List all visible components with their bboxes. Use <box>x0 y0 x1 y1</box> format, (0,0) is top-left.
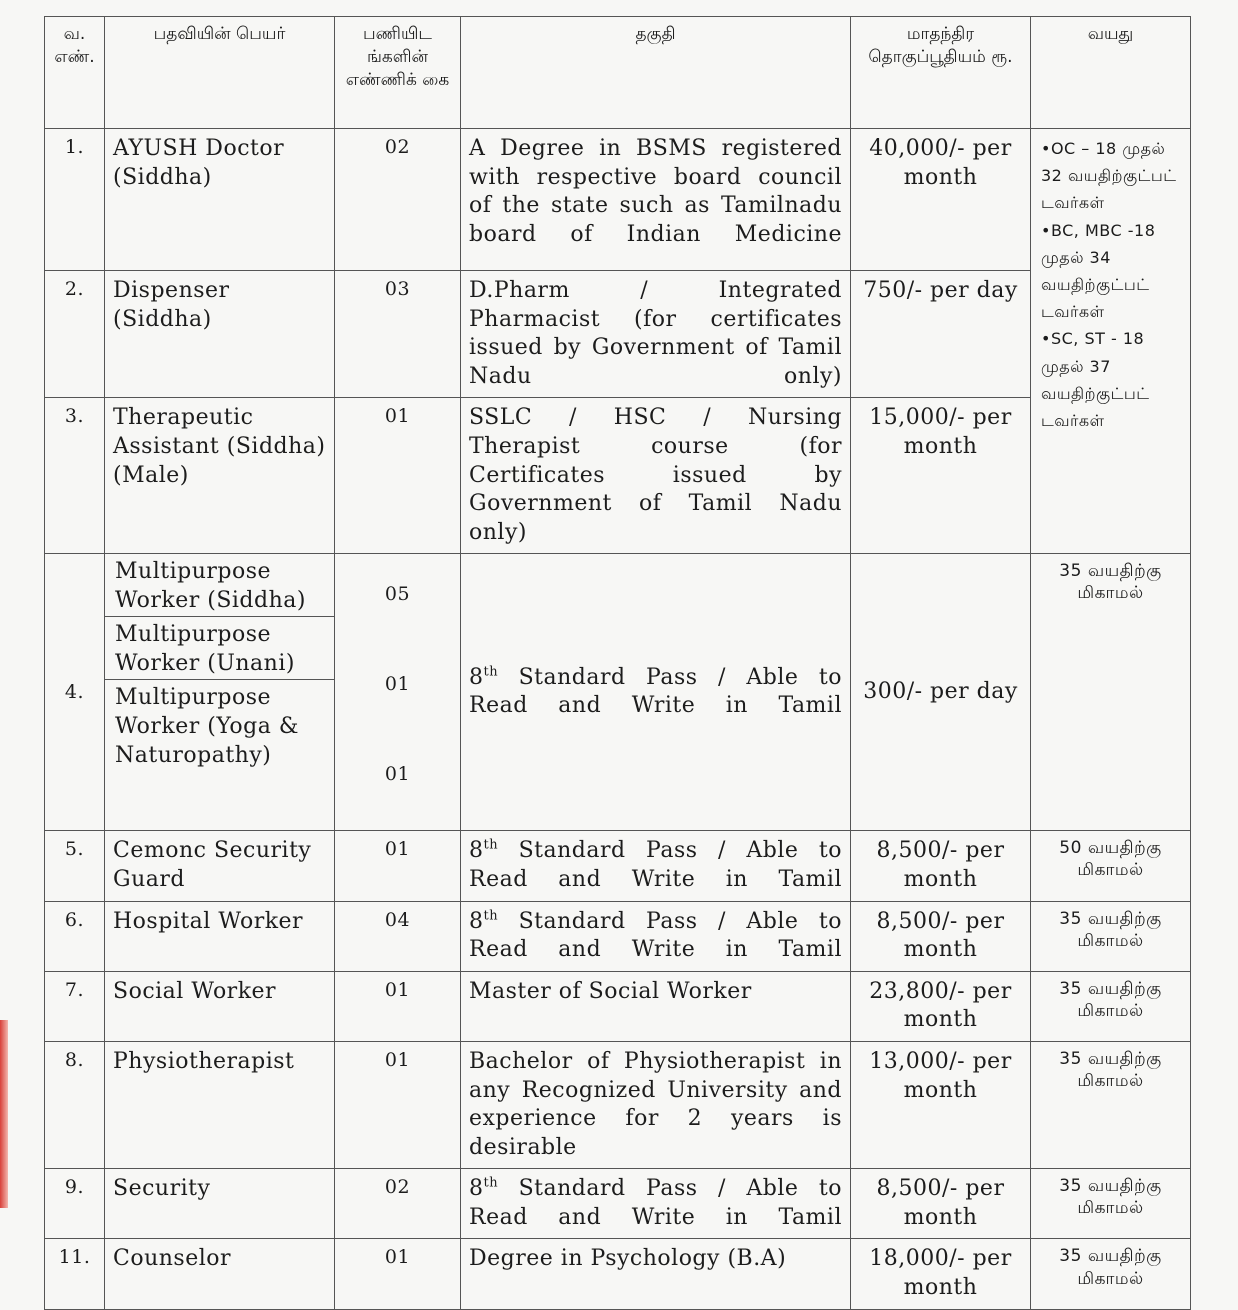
row-qualification <box>461 901 851 971</box>
multipurpose-posts <box>105 554 335 831</box>
row-serial: 1. <box>45 129 105 271</box>
row-post: Security <box>105 1169 335 1239</box>
row-salary: 40,000/- per month <box>851 129 1031 271</box>
header-age: வயது <box>1031 17 1191 129</box>
qualification-text: Standard Pass / Able to Read and Write in Tamil <box>469 908 842 963</box>
row-count: 04 <box>335 901 461 971</box>
table-row <box>45 901 1191 971</box>
qualification-suffix: th <box>483 1175 499 1191</box>
row-serial: 11. <box>45 1239 105 1309</box>
row-serial: 7. <box>45 971 105 1041</box>
header-salary: மாதந்திர தொகுப்பூதியம் ரூ. <box>851 17 1031 129</box>
row-salary: 18,000/- per month <box>851 1239 1031 1309</box>
row-post: Hospital Worker <box>105 901 335 971</box>
row-count: 01 <box>335 1041 461 1168</box>
row-count: 03 <box>335 271 461 398</box>
row-post: Cemonc Security Guard <box>105 831 335 901</box>
row-salary: 750/- per day <box>851 271 1031 398</box>
table-row <box>45 129 1191 271</box>
header-vacancies: பணியிட ங்களின் எண்ணிக் கை <box>335 17 461 129</box>
row-serial: 3. <box>45 398 105 554</box>
header-post-name: பதவியின் பெயர் <box>105 17 335 129</box>
age-limit-bc-mbc: • BC, MBC -18 முதல் 34 வயதிற்குட்பட் டவர்கள் <box>1041 217 1182 326</box>
row-qualification: Master of Social Worker <box>461 971 851 1041</box>
age-limit-oc: • OC – 18 முதல் 32 வயதிற்குட்பட் டவர்கள் <box>1041 135 1182 217</box>
row-salary: 300/- per day <box>851 554 1031 831</box>
age-limit-sc-st: • SC, ST - 18 முதல் 37 வயதிற்குட்பட் டவர்கள் <box>1041 325 1182 434</box>
row-salary: 23,800/- per month <box>851 971 1031 1041</box>
row-count: 01 <box>335 398 461 554</box>
row-qualification: Degree in Psychology (B.A) <box>461 1239 851 1309</box>
table-row <box>45 554 1191 831</box>
header-row <box>45 17 1191 129</box>
row-serial: 8. <box>45 1041 105 1168</box>
row-age: 35 வயதிற்கு மிகாமல் <box>1031 554 1191 831</box>
row-count: 02 <box>335 1169 461 1239</box>
row-qualification: D.Pharm / Integrated Pharmacist (for certificates issued by Government of Tamil Nadu only) <box>461 271 851 398</box>
row-salary: 15,000/- per month <box>851 398 1031 554</box>
row-post: Counselor <box>105 1239 335 1309</box>
row-post: Therapeutic Assistant (Siddha) (Male) <box>105 398 335 554</box>
table-row <box>45 971 1191 1041</box>
row-serial: 5. <box>45 831 105 901</box>
row-age: 35 வயதிற்கு மிகாமல் <box>1031 1169 1191 1239</box>
row-post: AYUSH Doctor (Siddha) <box>105 129 335 271</box>
row-qualification <box>461 831 851 901</box>
row-count: 02 <box>335 129 461 271</box>
table-row <box>45 398 1191 554</box>
row-qualification: A Degree in BSMS registered with respective board council of the state such as Tamilnadu board of Indian Medicine <box>461 129 851 271</box>
row-count: 01 <box>335 971 461 1041</box>
row-age: 35 வயதிற்கு மிகாமல் <box>1031 1041 1191 1168</box>
table-row <box>45 271 1191 398</box>
sub-count: 01 <box>384 673 411 696</box>
qualification-number: 8 <box>469 838 484 864</box>
table-row <box>45 831 1191 901</box>
qualification-text: Standard Pass / Able to Read and Write in Tamil <box>469 664 842 719</box>
row-salary: 8,500/- per month <box>851 831 1031 901</box>
row-post: Physiotherapist <box>105 1041 335 1168</box>
page-edge-stain <box>0 1020 8 1208</box>
sub-post: Multipurpose Worker (Unani) <box>105 617 334 680</box>
multipurpose-counts <box>335 554 461 831</box>
table-row <box>45 1239 1191 1309</box>
row-salary: 8,500/- per month <box>851 1169 1031 1239</box>
qualification-suffix: th <box>483 664 499 680</box>
row-salary: 8,500/- per month <box>851 901 1031 971</box>
qualification-suffix: th <box>483 838 499 854</box>
sub-post: Multipurpose Worker (Siddha) <box>105 554 334 617</box>
sub-count: 01 <box>384 763 411 786</box>
header-serial: வ. எண். <box>45 17 105 129</box>
row-qualification: Bachelor of Physiotherapist in any Recognized University and experience for 2 years is desirable <box>461 1041 851 1168</box>
row-post: Social Worker <box>105 971 335 1041</box>
qualification-suffix: th <box>483 908 499 924</box>
recruitment-table <box>44 16 1191 1310</box>
table-row <box>45 1041 1191 1168</box>
row-serial: 9. <box>45 1169 105 1239</box>
row-post: Dispenser (Siddha) <box>105 271 335 398</box>
row-qualification: SSLC / HSC / Nursing Therapist course (for Certificates issued by Government of Tamil Nadu only) <box>461 398 851 554</box>
qualification-number: 8 <box>469 664 484 690</box>
qualification-text: Standard Pass / Able to Read and Write in Tamil <box>469 838 842 892</box>
qualification-number: 8 <box>469 908 484 934</box>
row-serial: 2. <box>45 271 105 398</box>
row-qualification <box>461 554 851 831</box>
row-serial: 4. <box>45 554 105 831</box>
age-limits-group <box>1031 129 1191 554</box>
sub-post: Multipurpose Worker (Yoga & Naturopathy) <box>115 685 299 768</box>
qualification-text: Standard Pass / Able to Read and Write in Tamil <box>469 1176 842 1230</box>
row-age: 35 வயதிற்கு மிகாமல் <box>1031 901 1191 971</box>
header-qualification: தகுதி <box>461 17 851 129</box>
row-count: 01 <box>335 831 461 901</box>
row-age: 50 வயதிற்கு மிகாமல் <box>1031 831 1191 901</box>
row-count: 01 <box>335 1239 461 1309</box>
row-salary: 13,000/- per month <box>851 1041 1031 1168</box>
row-serial: 6. <box>45 901 105 971</box>
row-qualification <box>461 1169 851 1239</box>
table-row <box>45 1169 1191 1239</box>
row-age: 35 வயதிற்கு மிகாமல் <box>1031 971 1191 1041</box>
qualification-number: 8 <box>469 1176 484 1202</box>
row-age: 35 வயதிற்கு மிகாமல் <box>1031 1239 1191 1309</box>
sub-count: 05 <box>384 583 411 606</box>
